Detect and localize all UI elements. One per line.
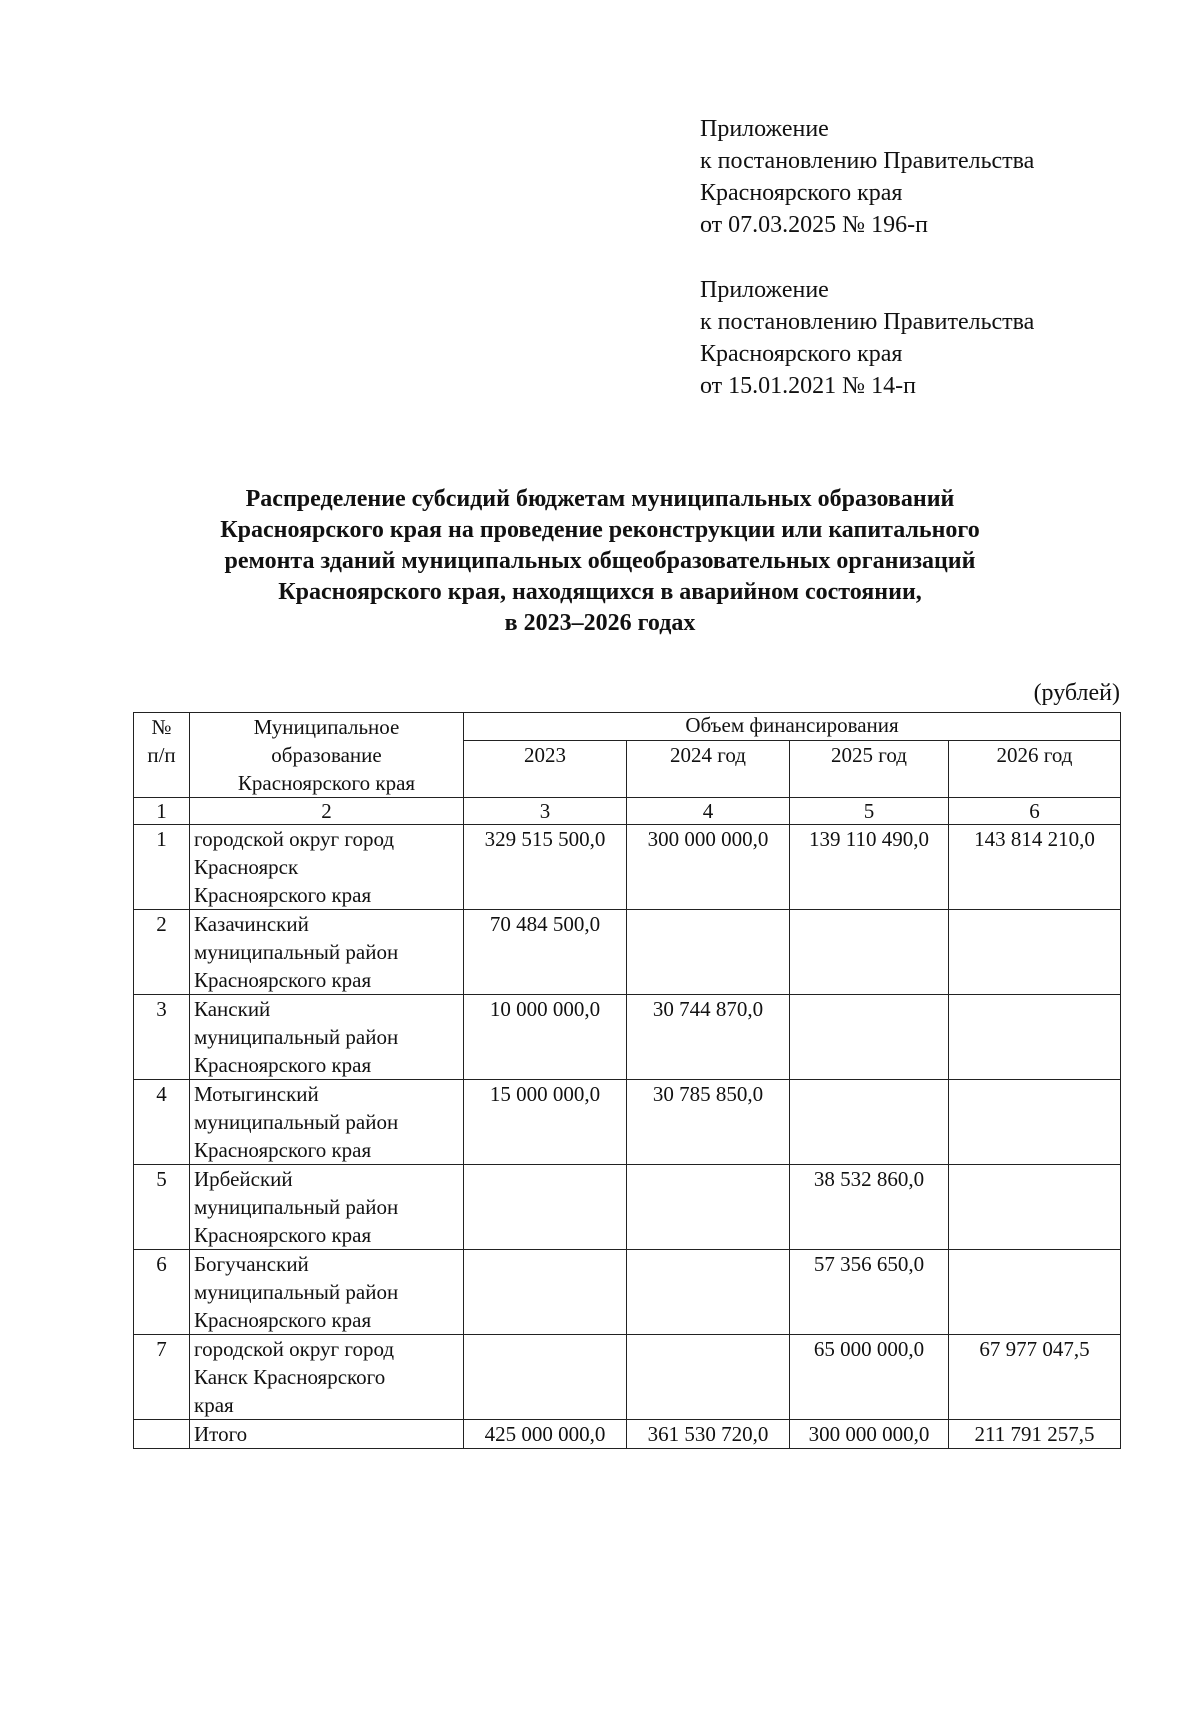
row-number: 2	[134, 910, 190, 995]
title-line: ремонта зданий муниципальных общеобразовательных организаций	[224, 548, 976, 574]
amount-2023	[464, 1335, 627, 1420]
total-2024: 361 530 720,0	[627, 1420, 790, 1449]
municipality-name	[190, 1335, 464, 1420]
appendix-line: Приложение	[700, 277, 829, 303]
header-year-2024: 2024 год	[627, 741, 790, 798]
amount-2024	[627, 910, 790, 995]
row-number: 3	[134, 995, 190, 1080]
amount-2025	[790, 1080, 949, 1165]
column-number: 5	[790, 798, 949, 825]
appendix-line: Красноярского края	[700, 180, 903, 206]
row-number: 6	[134, 1250, 190, 1335]
table-row	[134, 1165, 1121, 1250]
amount-2023	[464, 1250, 627, 1335]
name-line: Канский	[194, 997, 271, 1021]
amount-2026	[949, 1080, 1121, 1165]
amount-2026: 67 977 047,5	[949, 1335, 1121, 1420]
title-line: в 2023–2026 годах	[504, 610, 696, 636]
header-municipality	[190, 713, 464, 798]
header-name-line: образование	[271, 743, 382, 767]
amount-2023: 10 000 000,0	[464, 995, 627, 1080]
municipality-name	[190, 910, 464, 995]
amount-2026: 143 814 210,0	[949, 825, 1121, 910]
column-number: 6	[949, 798, 1121, 825]
header-name-line: Красноярского края	[237, 771, 416, 795]
name-line: Красноярского края	[194, 1053, 372, 1077]
title-line: Красноярского края, находящихся в аварийном состоянии,	[278, 579, 922, 605]
amount-2025: 139 110 490,0	[790, 825, 949, 910]
name-line: Красноярского края	[194, 1308, 372, 1332]
name-line: муниципальный район	[194, 940, 399, 964]
amount-2026	[949, 1165, 1121, 1250]
municipality-name	[190, 1165, 464, 1250]
name-line: Красноярского края	[194, 1223, 372, 1247]
column-number: 2	[190, 798, 464, 825]
table-row	[134, 1335, 1121, 1420]
header-year-2026: 2026 год	[949, 741, 1121, 798]
amount-2023: 70 484 500,0	[464, 910, 627, 995]
appendix-line: к постановлению Правительства	[700, 309, 1035, 335]
name-line: муниципальный район	[194, 1110, 399, 1134]
municipality-name	[190, 825, 464, 910]
appendix-line: к постановлению Правительства	[700, 148, 1035, 174]
appendix-block-current	[700, 113, 1034, 241]
appendix-date-number: от 07.03.2025 № 196-п	[700, 212, 928, 238]
total-2025: 300 000 000,0	[790, 1420, 949, 1449]
name-line: Мотыгинский	[194, 1082, 319, 1106]
amount-2026	[949, 995, 1121, 1080]
funding-table	[133, 712, 1121, 1449]
amount-2024	[627, 1250, 790, 1335]
amount-2023	[464, 1165, 627, 1250]
amount-2023: 329 515 500,0	[464, 825, 627, 910]
name-line: Богучанский	[194, 1252, 309, 1276]
header-year-2023: 2023	[464, 741, 627, 798]
total-2026: 211 791 257,5	[949, 1420, 1121, 1449]
amount-2025: 57 356 650,0	[790, 1250, 949, 1335]
table-row	[134, 1250, 1121, 1335]
total-row	[134, 1420, 1121, 1449]
name-line: Казачинский	[194, 912, 309, 936]
table-row	[134, 995, 1121, 1080]
amount-2024: 300 000 000,0	[627, 825, 790, 910]
units-label: (рублей)	[1033, 680, 1120, 706]
name-line: Красноярск	[194, 855, 299, 879]
appendix-block-original	[700, 274, 1034, 402]
name-line: Красноярского края	[194, 1138, 372, 1162]
amount-2024	[627, 1165, 790, 1250]
appendix-line: Приложение	[700, 116, 829, 142]
header-num-line: п/п	[147, 743, 176, 767]
amount-2025	[790, 995, 949, 1080]
name-line: муниципальный район	[194, 1280, 399, 1304]
amount-2025	[790, 910, 949, 995]
title-line: Красноярского края на проведение реконструкции или капитального	[220, 517, 980, 543]
municipality-name	[190, 995, 464, 1080]
name-line: Канск Красноярского	[194, 1365, 386, 1389]
name-line: городской округ город	[194, 827, 395, 851]
table-row	[134, 825, 1121, 910]
header-name-line: Муниципальное	[253, 715, 400, 739]
column-number: 3	[464, 798, 627, 825]
row-number: 7	[134, 1335, 190, 1420]
header-funding: Объем финансирования	[464, 713, 1121, 741]
amount-2026	[949, 1250, 1121, 1335]
name-line: Ирбейский	[194, 1167, 293, 1191]
appendix-line: Красноярского края	[700, 341, 903, 367]
header-num-line: №	[151, 715, 172, 739]
table-row	[134, 1080, 1121, 1165]
name-line: края	[194, 1393, 234, 1417]
name-line: Красноярского края	[194, 883, 372, 907]
name-line: муниципальный район	[194, 1195, 399, 1219]
total-num-empty	[134, 1420, 190, 1449]
amount-2024: 30 744 870,0	[627, 995, 790, 1080]
name-line: городской округ город	[194, 1337, 395, 1361]
column-number: 1	[134, 798, 190, 825]
name-line: Красноярского края	[194, 968, 372, 992]
name-line: муниципальный район	[194, 1025, 399, 1049]
title-line: Распределение субсидий бюджетам муниципальных образований	[245, 486, 955, 512]
row-number: 4	[134, 1080, 190, 1165]
header-num	[134, 713, 190, 798]
appendix-date-number: от 15.01.2021 № 14-п	[700, 373, 916, 399]
total-2023: 425 000 000,0	[464, 1420, 627, 1449]
amount-2025: 38 532 860,0	[790, 1165, 949, 1250]
amount-2024	[627, 1335, 790, 1420]
total-label: Итого	[190, 1420, 464, 1449]
header-row	[134, 713, 1121, 741]
column-number-row	[134, 798, 1121, 825]
amount-2023: 15 000 000,0	[464, 1080, 627, 1165]
row-number: 1	[134, 825, 190, 910]
table-row	[134, 910, 1121, 995]
amount-2026	[949, 910, 1121, 995]
column-number: 4	[627, 798, 790, 825]
municipality-name	[190, 1250, 464, 1335]
row-number: 5	[134, 1165, 190, 1250]
municipality-name	[190, 1080, 464, 1165]
amount-2024: 30 785 850,0	[627, 1080, 790, 1165]
document-title	[120, 484, 1080, 639]
amount-2025: 65 000 000,0	[790, 1335, 949, 1420]
header-year-2025: 2025 год	[790, 741, 949, 798]
